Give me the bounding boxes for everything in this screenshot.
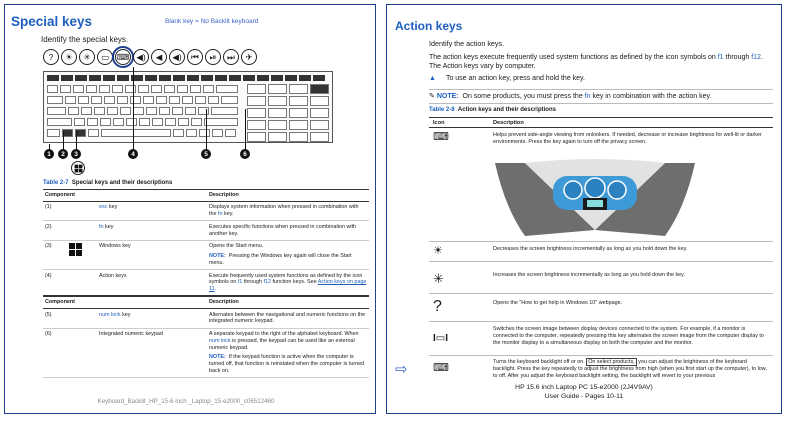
table-row: ☀ Decreases the screen brightness incrementally as long as you hold down the key.	[429, 242, 773, 262]
action-key-icon-row	[43, 49, 257, 65]
action-keys-link[interactable]: Action keys on page 11	[209, 279, 367, 292]
brightness-up-icon: ✳	[433, 271, 444, 286]
blank-key-note: Blank key = No Backlit keyboard	[165, 18, 259, 25]
special-keys-title: Special keys	[11, 14, 93, 29]
column-header-description: Description	[493, 120, 524, 126]
number-key-row	[47, 85, 238, 93]
volume-down-icon: ◀	[151, 49, 167, 65]
switch-display-icon: I▭I	[433, 333, 449, 344]
column-header-icon: Icon	[433, 120, 445, 126]
function-key-row	[47, 75, 325, 81]
windows-logo-icon	[69, 243, 82, 256]
keyboard-diagram	[43, 71, 333, 143]
table-row: (4) Action keys Execute frequently used system functions as defined by the icon symbols on f1 through f12 function keys. See Action keys on page 11.	[43, 270, 369, 297]
callout-3: 3	[71, 149, 81, 159]
privacy-screen-icon: ⌨	[433, 131, 449, 143]
column-header-component-2: Component	[43, 296, 207, 308]
table-row: (5) num lock key Alternates between the navigational and numeric functions on the integrated numeric keypad.	[43, 309, 369, 329]
home-key-row	[47, 107, 238, 115]
next-track-icon: ⏭	[223, 49, 239, 65]
table-row: ⌨ Turns the keyboard backlight off or on. On select products, you can adjust the brightness of the keyboard backlight. Press the key repeatedly to adjust the brightness from high (when you first start up the computer), to low, to off. After you adjust the keyboard backlight setting, the backlight will revert to your previous	[433, 359, 767, 380]
special-keys-table	[43, 189, 369, 378]
windows-key-icon	[71, 161, 85, 175]
table-row: (3) Windows key Opens the Start menu. NOTE: Pressing the Windows key again will close the Start menu.	[43, 240, 369, 269]
column-header-component: Component	[43, 190, 207, 202]
shift-key-row	[47, 118, 238, 126]
keyboard-backlight-icon: ⌨	[433, 362, 449, 374]
column-header-description-2: Description	[207, 296, 369, 308]
privacy-viewing-angle-diagram	[495, 158, 695, 238]
column-header-description: Description	[207, 190, 369, 202]
identify-special-keys: Identify the special keys.	[41, 35, 129, 44]
callout-6: 6	[240, 149, 250, 159]
table-row: (6) Integrated numeric keypad A separate keypad to the right of the alphabet keyboard. When num lock is pressed, the keypad can be used like an external numeric keypad. NOTE: If the keypad function is active when the computer is turned off, that function is reinstated when the computer is turned back on.	[43, 328, 369, 378]
switch-display-icon: ▭	[97, 49, 113, 65]
help-icon: ?	[433, 298, 442, 315]
help-icon: ?	[43, 49, 59, 65]
select-products-highlight: On select products,	[588, 359, 635, 365]
table-row: (1) esc key Displays system information when pressed in combination with the fn key.	[43, 201, 369, 221]
play-pause-icon: ⏯	[205, 49, 221, 65]
table-2-8-title: Table 2-8 Action keys and their descriptions	[429, 107, 556, 113]
triangle-bullet-icon: ▲	[429, 75, 436, 82]
callout-4: 4	[128, 149, 138, 159]
keyboard-backlight-icon: ⌨	[115, 49, 131, 65]
brightness-up-icon: ✳	[79, 49, 95, 65]
table-row: ⌨ Helps prevent side-angle viewing from onlookers. If needed, decrease or increase brightness for well-lit or darker environments. Press the key again to turn off the privacy screen.	[429, 128, 773, 242]
left-footer-caption: Keyboard_Backlit_HP_15-6 inch _Laptop_15-e2000_c06512460	[97, 398, 275, 405]
volume-up-icon: ◀)	[169, 49, 185, 65]
action-keys-title: Action keys	[395, 19, 463, 33]
action-keys-description: The action keys execute frequently used system functions as defined by the icon symbols on f1 through f12. The Action keys vary by computer.	[429, 54, 763, 71]
action-keys-page	[386, 4, 782, 414]
callout-2: 2	[58, 149, 68, 159]
table-row: (2) fn key Executes specific functions when pressed in combination with another key.	[43, 221, 369, 241]
action-keys-table-header	[429, 117, 773, 128]
qwerty-key-row	[47, 96, 238, 104]
table-2-7-title: Table 2-7 Special keys and their descriptions	[43, 180, 173, 186]
pointer-arrow-icon: ⇨	[395, 361, 408, 378]
identify-action-keys: Identify the action keys.	[429, 39, 505, 48]
right-footer-caption: HP 15.6 inch Laptop PC 15-e2000 (2J4V9AV) User Guide - Pages 10-11	[515, 384, 653, 400]
brightness-down-icon: ☀	[433, 245, 443, 257]
previous-track-icon: ⏮	[187, 49, 203, 65]
callout-5: 5	[201, 149, 211, 159]
table-row: I▭I Switches the screen image between display devices connected to the system. For example, if a monitor is connected to the computer, repeatedly pressing this key alternates the screen image from the computer display to the monitor display to a simultaneous display on both the computer and the monitor.	[429, 322, 773, 356]
table-row: ✳ Increases the screen brightness incrementally as long as you hold down the key.	[429, 262, 773, 294]
callout-1: 1	[44, 149, 54, 159]
airplane-mode-icon: ✈	[241, 49, 257, 65]
special-keys-page	[4, 4, 376, 414]
volume-mute-icon: ◀)	[133, 49, 149, 65]
action-key-step: ▲ To use an action key, press and hold the key.	[429, 75, 585, 82]
table-row: ? Opens the "How to get help in Windows 10" webpage.	[429, 294, 773, 322]
brightness-down-icon: ☀	[61, 49, 77, 65]
action-keys-note: ✎ NOTE: On some products, you must press the fn key in combination with the action key.	[429, 89, 773, 104]
note-icon: ✎	[429, 93, 435, 100]
numeric-keypad	[247, 84, 329, 142]
